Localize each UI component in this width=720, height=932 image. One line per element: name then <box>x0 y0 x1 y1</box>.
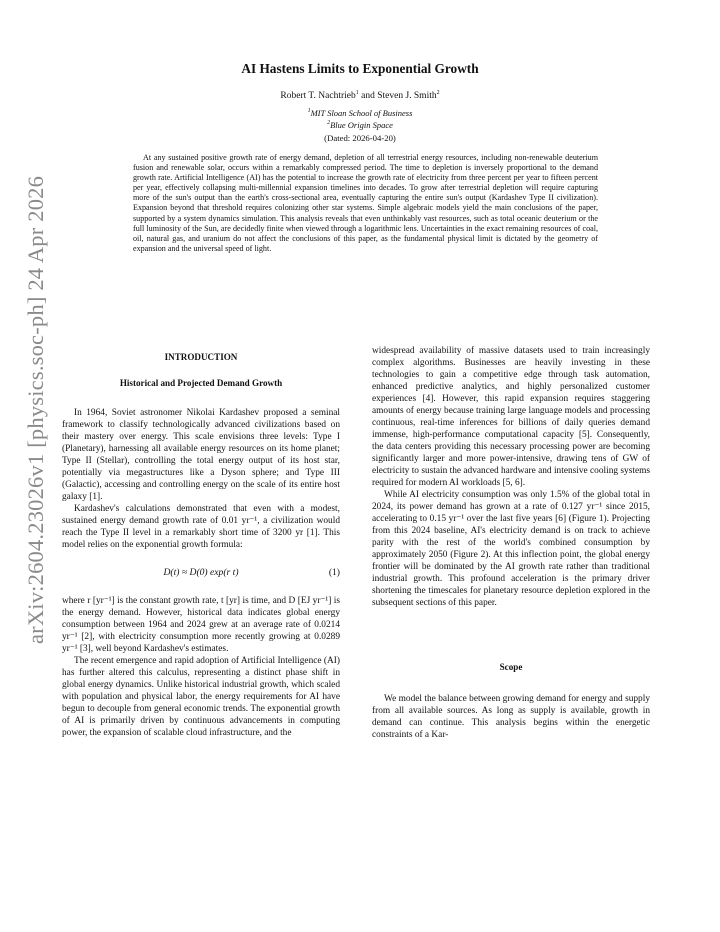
subsection-heading: Historical and Projected Demand Growth <box>119 378 283 388</box>
equation-number: (1) <box>328 567 340 578</box>
abstract: At any sustained positive growth rate of energy demand, depletion of all terrestrial energy resources, including non-renewable deuterium fusion and renewable solar, occurs within a remarkably compressed period. The time to depletion is inversely proportional to the demand growth rate. Artificial Intelligence (AI) has the potential to increase the growth rate of electricity from three percent per year to fifteen percent per year, effectively collapsing multi-millennial expansion timelines into decades. To grow after terrestrial depletion will require capturing more of the sun's output than the earth's cross-sectional area, eventually capturing the entire sun's output (Kardashev Type II civilization). Expansion beyond that threshold requires colonizing other star systems. Simple algebraic models yield the main conclusions of the paper, supported by a system dynamics simulation. This analysis reveals that even unthinkably vast resources, such as total oceanic deuterium or the full luminosity of the Sun, are decidedly finite when viewed through a logarithmic lens. Uncertainties in the exact remaining resources of coal, oil, natural gas, and uranium do not affect the conclusions of this paper, as the fundamental physical limit is dictated by the geometry of expansion and the universal speed of light. <box>133 153 598 253</box>
paragraph: In 1964, Soviet astronomer Nikolai Kardashev proposed a seminal framework to classify technologically advanced civilizations based on their mastery over energy. This scale envisions three levels: Type I (Planetary), harnessing all available energy resources on its home planet; Type II (Stellar), controlling the total energy output of its host star, potentially via megastructures like a Dyson sphere; and Type III (Galactic), accessing and controlling energy on the scale of its entire host galaxy [1]. <box>62 408 340 502</box>
author-separator: and <box>358 91 378 101</box>
paragraph: The recent emergence and rapid adoption of Artificial Intelligence (AI) has further altered this calculus, representing a distinct phase shift in global energy dynamics. Unlike historical industrial growth, which scaled with population and physical labor, the energy requirements for AI have begun to decouple from general economic trends. The exponential growth of AI is primarily driven by continuous advancements in computing power, the expansion of scalable cloud infrastructure, and the <box>62 656 340 738</box>
paragraph: widespread availability of massive datasets used to train increasingly complex algorithms. Businesses are heavily investing in these technologies to gain a competitive edge through task automation, enhanced predictive analytics, and highly personalized customer experiences [4]. However, this rapid expansion requires staggering amounts of energy because training large language models and processing continuous, real-time inferences for billions of daily queries demand immense, high-performance computational capacity [5]. Consequently, the data centers providing this necessary processing power are becoming significantly larger and more power-intensive, drawing tens of GW of electricity to sustain the advanced hardware and intensive cooling systems required for modern AI workloads [5, 6]. <box>372 346 650 488</box>
affiliation-1-text: MIT Sloan School of Business <box>310 108 413 118</box>
equation-expression: D(t) ≈ D(0) exp(r t) <box>163 567 239 578</box>
arxiv-identifier-text: arXiv:2604.23026v1 [physics.soc-ph] 24 Apr 2026 <box>23 175 49 645</box>
author-2-affiliation-mark: 2 <box>436 89 440 96</box>
equation <box>62 551 340 595</box>
paragraph: Kardashev's calculations demonstrated that even with a modest, sustained energy demand growth rate of 0.01 yr⁻¹, a civilization would reach the Type II level in a remarkably short time of 3200 yr [1]. This model relies on the exponential growth formula: <box>62 504 340 550</box>
paragraph: We model the balance between growing demand for energy and supply from all available sources. As long as supply is available, growth in demand can continue. This analysis begins within the energetic constraints of a Kar- <box>372 694 650 740</box>
affiliation-2-mark: 2 <box>327 120 331 127</box>
date-line: (Dated: 2026-04-20) <box>324 133 396 143</box>
right-column <box>372 345 650 741</box>
paragraph: While AI electricity consumption was only 1.5% of the global total in 2024, its power demand has grown at a rate of 0.127 yr⁻¹ since 2015, accelerating to 0.15 yr⁻¹ over the last five years [6] (Figure 1). Projecting from this 2024 baseline, AI's electricity demand is on track to achieve parity with the rest of the world's combined consumption by approximately 2050 (Figure 2). At this inflection point, the global energy frontier will be dominated by the AI growth rate rather than traditional industrial growth. This profound acceleration is the primary driver shortening the timescales for planetary resource depletion explored in the subsequent sections of this paper. <box>372 490 650 608</box>
affiliation-1 <box>0 108 720 118</box>
author-1-affiliation-mark: 1 <box>355 89 359 96</box>
arxiv-identifier <box>16 150 56 670</box>
scope-heading: Scope <box>499 662 523 672</box>
author-line <box>0 91 720 101</box>
affiliation-2 <box>0 120 720 130</box>
affiliation-1-mark: 1 <box>307 108 311 115</box>
author-1: Robert T. Nachtrieb <box>280 91 356 101</box>
author-2: Steven J. Smith <box>377 91 437 101</box>
section-heading: INTRODUCTION <box>164 352 238 362</box>
paragraph: where r [yr⁻¹] is the constant growth rate, t [yr] is time, and D [EJ yr⁻¹] is the energy demand. However, historical data indicates global energy consumption between 1964 and 2024 grew at an average rate of 0.0214 yr⁻¹ [2], with electricity consumption more recently growing at 0.0289 yr⁻¹ [3], well beyond Kardashev's estimates. <box>62 596 340 654</box>
affiliation-2-text: Blue Origin Space <box>330 120 393 130</box>
paper-title: AI Hastens Limits to Exponential Growth <box>241 61 479 76</box>
left-column <box>62 345 340 739</box>
